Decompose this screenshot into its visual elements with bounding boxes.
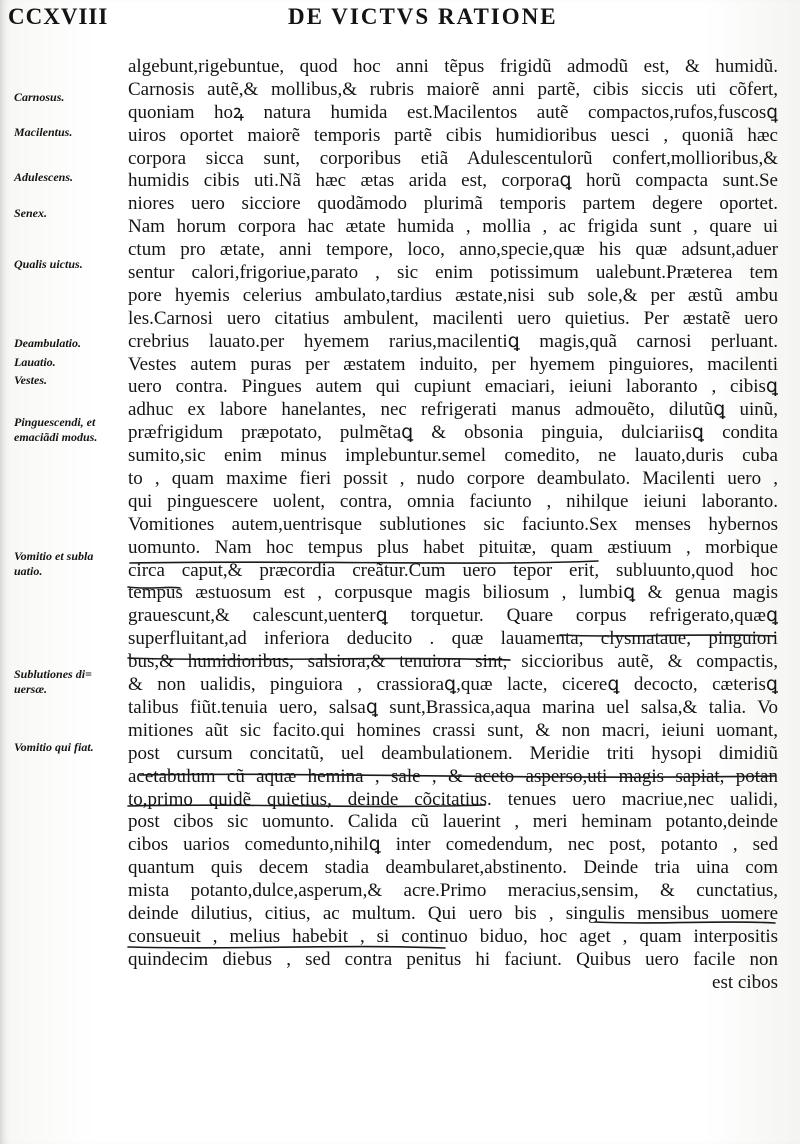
text-line: crebrius lauato.per hyemem rarius,macilentiꝗ magis,quã carnosi perluant. (128, 330, 778, 352)
text-line: Nam horum corpora hac ætate humida , mollia , ac frigida sunt , quare ui (128, 216, 778, 238)
text-line: quindecim diebus , sed contra penitus hi faciunt. Quibus uero facile non (128, 948, 778, 970)
folio-number: CCXVIII (8, 4, 109, 29)
text-line: quantum quis decem stadia deambularet,abstinento. Deinde tria uina com (128, 857, 778, 879)
margin-note-lauatio: Lauatio. (14, 355, 56, 369)
text-line: uero contra. Pingues autem qui cupiunt emaciari, ieiuni laboranto , cibisꝗ (128, 376, 778, 398)
text-line: præfrigidum præpotato, pulmẽtaꝗ & obsonia pinguia, dulciariisꝗ condita (128, 422, 778, 444)
text-line: grauescunt,& calescunt,uenterꝗ torquetur. Quare corpus refrigerato,quæꝗ (128, 605, 778, 627)
text-line: sumito,sic enim minus implebuntur.semel comedito, ne lauato,duris cuba (128, 445, 778, 467)
margin-notes (0, 0, 125, 1144)
margin-note-vestes: Vestes. (14, 373, 47, 387)
text-line: ctum pro ætate, anni tempore, loco, anno,specie,quæ his quæ adsunt,aduer (128, 239, 778, 261)
margin-note-vomitio-sublauatio: Vomitio et subla uatio. (14, 549, 94, 578)
text-line: circa caput,& præcordia creãtur.Cum uero tepor erit, subluunto,quod hoc (128, 559, 778, 581)
text-line: deinde dilutius, citius, ac multum. Qui uero bis , singulis mensibus uomere (128, 902, 778, 924)
margin-note-sublutiones: Sublutiones di= uersæ. (14, 667, 92, 696)
text-line: niores uero sicciore quodãmodo plurimã temporis partem degere oportet. (128, 193, 778, 215)
text-line: Vomitiones autem,uentrisque sublutiones sic faciunto.Sex menses hybernos (128, 513, 778, 535)
text-line: talibus fiũt.tenuia uero, salsaꝗ sunt,Brassica,aqua marina uel salsa,& talia. Vo (128, 696, 778, 718)
text-line-catchword: est cibos (712, 971, 778, 993)
text-line: consueuit , melius habebit , si continuo biduo, hoc aget , quam interpositis (128, 925, 778, 947)
margin-note-vomitio-qui-fiat: Vomitio qui fiat. (14, 740, 94, 754)
text-line: superfluitant,ad inferiora deducito . quæ lauamenta, clysmataue, pinguiori (128, 628, 778, 650)
margin-note-macilentus: Macilentus. (14, 125, 73, 139)
text-line: to , quam maxime fieri possit , nudo corpore deambulato. Macilenti uero , (128, 468, 778, 490)
text-line: mista potanto,dulce,asperum,& acre.Primo meracius,sensim, & cunctatius, (128, 880, 778, 902)
text-line: post cibos sic uomunto. Calida cũ lauerint , meri heminam potanto,deinde (128, 811, 778, 833)
text-line: cibos uarios comedunto,nihilꝗ inter comedendum, nec post, potanto , sed (128, 834, 778, 856)
text-line: bus,& humidioribus, salsiora,& tenuiora sint, siccioribus autẽ, & compactis, (128, 651, 778, 673)
text-line: & non ualidis, pinguiora , crassioraꝗ,quæ lacte, cicereꝗ decocto, cæterisꝗ (128, 674, 778, 696)
text-line: post cursum concitatũ, uel deambulationem. Meridie triti hysopi dimidiũ (128, 742, 778, 764)
text-line: humidis cibis uti.Nã hæc ætas arida est, corporaꝗ horũ compacta sunt.Se (128, 170, 778, 192)
text-line: adhuc ex labore hanelantes, nec refrigerati manus admouẽto, dilutũꝗ uinũ, (128, 399, 778, 421)
text-line: corpora sicca sunt, corporibus etiã Adulescentulorũ confert,mollioribus,& (128, 147, 778, 169)
running-title: DE VICTVS RATIONE (288, 4, 558, 29)
margin-note-carnosus: Carnosus. (14, 90, 65, 104)
text-line: Vestes autem puras per æstatem induito, per hyemem pinguiores, macilenti (128, 353, 778, 375)
text-line: mitiones aũt sic facito.qui homines crassi sunt, & non macri, ieiuni uomant, (128, 719, 778, 741)
text-line: qui pinguescere uolent, contra, omnia faciunto , nihilque ieiuni laboranto. (128, 490, 778, 512)
text-line: algebunt,rigebuntue, quod hoc anni tẽpus frigidũ admodũ est, & humidũ. (128, 56, 778, 77)
text-line: acetabulum cũ aquæ hemina , sale , & aceto asperso,uti magis sapiat, potan (128, 765, 778, 787)
body-text (128, 56, 778, 995)
margin-note-pinguescendi: Pinguescendi, et emaciãdi modus. (14, 415, 98, 444)
margin-note-senex: Senex. (14, 206, 47, 220)
text-line: quoniam hoꝝ natura humida est.Macilentos autẽ compactos,rufos,fuscosꝗ (128, 101, 778, 123)
margin-note-qualis-uictus: Qualis uictus. (14, 257, 83, 271)
text-line: sentur calori,frigoriue,parato , sic enim potissimum ualebunt.Præterea tem (128, 262, 778, 284)
margin-note-adulescens: Adulescens. (14, 170, 74, 184)
text-line: uiros oportet maiorẽ temporis partẽ cibis humidioribus uesci , quoniã hæc (128, 124, 778, 146)
text-line: to,primo quidẽ quietius, deinde cõcitatius. tenues uero macriue,nec ualidi, (128, 788, 778, 810)
text-line: uomunto. Nam hoc tempus plus habet pituitæ, quam æstiuum , morbique (128, 536, 778, 558)
text-line: tempus æstuosum est , corpusque magis biliosum , lumbiꝗ & genua magis (128, 582, 778, 604)
text-line: les.Carnosi uero citatius ambulent, macilenti uero quietius. Per æstatẽ uero (128, 307, 778, 329)
text-line: pore hyemis celerius ambulato,tardius æstate,nisi sub sole,& per æstũ ambu (128, 284, 778, 306)
text-line: Carnosis autẽ,& mollibus,& rubris maiorẽ anni partẽ, cibis siccis uti cõfert, (128, 78, 778, 100)
margin-note-deambulatio: Deambulatio. (14, 336, 82, 350)
